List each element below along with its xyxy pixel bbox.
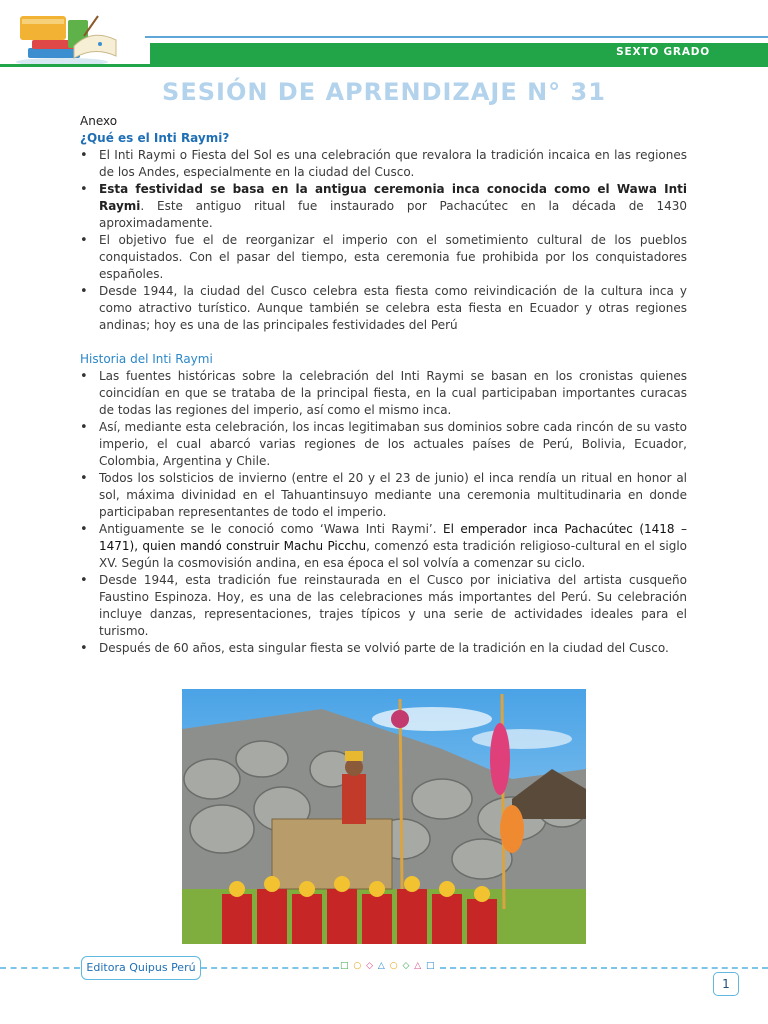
circle-icon: ○ xyxy=(389,961,399,971)
list-item: • Así, mediante esta celebración, los incas legitimaban sus dominios sobre cada rincón de su vasto imperio, el cual abarcó varias regiones de los actuales países de Perú, Bolivia, Ecuador, Colombia, Argentina y Chile. xyxy=(80,419,687,470)
section-heading-what-is: ¿Qué es el Inti Raymi? xyxy=(80,131,230,145)
diamond-icon: ◇ xyxy=(402,961,411,971)
list-item: • El objetivo fue el de reorganizar el imperio con el sometimiento cultural de los pueblos conquistados. Con el pasar del tiempo, esta ceremonia fue prohibida por los conquistadores españoles. xyxy=(80,232,687,283)
square-icon: □ xyxy=(340,961,350,971)
list-item: • Esta festividad se basa en la antigua ceremonia inca conocida como el Wawa Inti Raymi. Este antiguo ritual fue instaurado por Pachacútec en la década de 1430 aproximadamente. xyxy=(80,181,687,232)
footer-divider xyxy=(201,967,339,969)
square-icon: □ xyxy=(426,961,436,971)
session-title: SESIÓN DE APRENDIZAJE N° 31 xyxy=(162,78,606,106)
section1-list xyxy=(80,147,687,334)
list-item: • Las fuentes históricas sobre la celebración del Inti Raymi se basan en los cronistas quienes coincidían en que se trataba de la principal fiesta, en la cual participaban importantes curacas de todas las regiones del imperio, así como el mismo inca. xyxy=(80,368,687,419)
list-item: • Todos los solsticios de invierno (entre el 20 y el 23 de junio) el inca rendía un ritual en honor al sol, máxima divinidad en el Tahuantinsuyo mediante una ceremonia multitudinaria en donde participaban representantes de todo el imperio. xyxy=(80,470,687,521)
annex-label: Anexo xyxy=(80,114,118,128)
footer-divider xyxy=(440,967,768,969)
document-body xyxy=(80,113,687,657)
list-item: • Después de 60 años, esta singular fiesta se volvió parte de la tradición en la ciudad del Cusco. xyxy=(80,640,687,657)
list-item: • Antiguamente se le conoció como ‘Wawa Inti Raymi’. El emperador inca Pachacútec (1418 – 1471), quien mandó construir Machu Picchu, comenzó esta tradición religioso-cultural en el siglo XV. Según la cosmovisión andina, en esa época el sol volvía a comenzar su ciclo. xyxy=(80,521,687,572)
emphasis-text: El emperador inca Pachacútec (1418 – 1471), quien mandó construir Machu Picchu xyxy=(99,522,687,553)
page-number: 1 xyxy=(713,972,739,996)
section2-list xyxy=(80,368,687,657)
footer-divider xyxy=(0,967,80,969)
diamond-icon: ◇ xyxy=(366,961,375,971)
footer-shapes-icon xyxy=(340,961,436,971)
list-item: • El Inti Raymi o Fiesta del Sol es una celebración que revalora la tradición incaica en las regiones de los Andes, especialmente en la ciudad del Cusco. xyxy=(80,147,687,181)
grade-bar-underline xyxy=(0,64,768,67)
list-item: • Desde 1944, esta tradición fue reinstaurada en el Cusco por iniciativa del artista cusqueño Faustino Espinoza. Hoy, es una de las celebraciones más importantes del Perú. Su celebración incluye danzas, representaciones, trajes típicos y una serie de actividades ideales para el turismo. xyxy=(80,572,687,640)
page-header xyxy=(0,0,768,70)
section-heading-history: Historia del Inti Raymi xyxy=(80,352,213,366)
grade-label: SEXTO GRADO xyxy=(616,46,710,58)
bold-text: Esta festividad se basa en la antigua ceremonia inca conocida como el Wawa Inti Raymi xyxy=(99,182,687,213)
ceremony-illustration xyxy=(182,689,586,944)
list-item: • Desde 1944, la ciudad del Cusco celebra esta fiesta como reivindicación de la cultura inca y como atractivo turístico. Aunque también se celebra esta fiesta en Ecuador y otras regiones andinas; hoy es una de las principales festividades del Perú xyxy=(80,283,687,334)
triangle-icon: △ xyxy=(377,961,386,971)
publisher-badge: Editora Quipus Perú xyxy=(81,956,201,980)
header-blue-line xyxy=(145,36,768,38)
books-icon xyxy=(12,10,122,66)
inti-raymi-photo xyxy=(182,689,586,944)
circle-icon: ○ xyxy=(353,961,363,971)
triangle-icon: △ xyxy=(414,961,423,971)
